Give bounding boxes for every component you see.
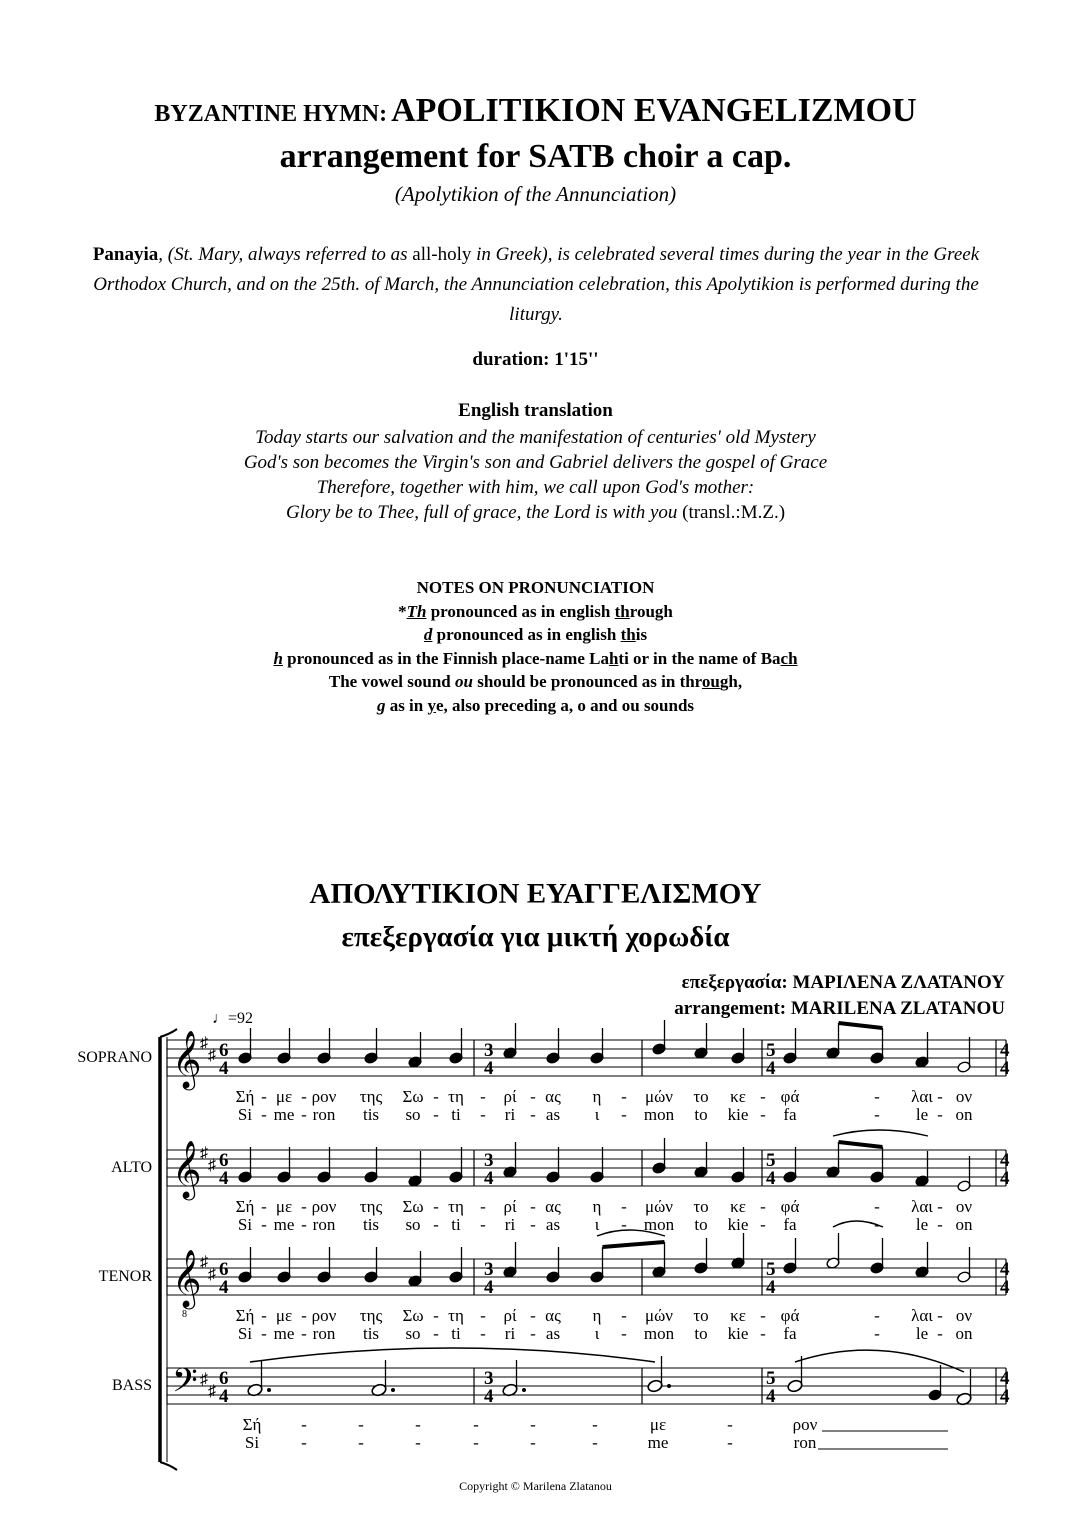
lyric-greek: - <box>261 1306 267 1325</box>
lyric-greek: τη <box>448 1087 464 1106</box>
lyric-latin: ri <box>504 1324 516 1343</box>
lyric-greek: το <box>693 1197 709 1216</box>
lyric-latin: so <box>405 1105 421 1124</box>
lyric-latin: kie <box>727 1324 749 1343</box>
slur <box>250 1348 655 1362</box>
lyric-greek: - <box>621 1197 627 1216</box>
lyric-greek: ρί <box>503 1087 517 1106</box>
lyric-greek: - <box>530 1087 536 1106</box>
lyric-latin: kie <box>727 1105 749 1124</box>
lyric-greek: ρον <box>792 1415 818 1434</box>
lyric-greek: ρον <box>311 1087 337 1106</box>
lyric-latin: - <box>874 1105 880 1124</box>
lyric-latin: Si <box>237 1105 253 1124</box>
pronunciation-line <box>0 647 1071 671</box>
time-sig-den: 4 <box>766 1168 776 1189</box>
pronunciation-notes <box>0 576 1071 717</box>
lyric-greek: ρί <box>503 1197 517 1216</box>
lyric-latin: - <box>530 1105 536 1124</box>
intro-text-a: , (St. Mary, always referred to as <box>158 244 413 265</box>
treble-clef-icon: 𝄞 <box>172 1140 202 1198</box>
sharp-icon: ♯ <box>208 1266 216 1283</box>
lyric-greek: με <box>275 1197 293 1216</box>
lyric-latin: ι <box>594 1105 600 1124</box>
lyric-greek: - <box>301 1306 307 1325</box>
lyric-greek: ας <box>545 1197 561 1216</box>
lyric-latin: le <box>915 1215 929 1234</box>
lyric-greek: Σή <box>235 1197 255 1216</box>
lyric-latin: - <box>760 1105 766 1124</box>
bass-clef-icon: 𝄢 <box>172 1362 198 1408</box>
lyric-latin: - <box>937 1324 943 1343</box>
lyric-greek: τη <box>448 1197 464 1216</box>
pron-text: pronounced as in english <box>426 601 615 621</box>
pron-text: pronounced as in the Finnish place-name La <box>282 648 609 668</box>
pron-text: rough <box>629 601 673 621</box>
lyric-latin: - <box>433 1215 439 1234</box>
lyric-greek: ον <box>955 1087 973 1106</box>
note-head <box>787 1379 804 1393</box>
lyric-latin: - <box>358 1433 364 1452</box>
lyric-greek: - <box>530 1415 536 1434</box>
lyric-latin: Si <box>237 1215 253 1234</box>
pron-key: g <box>376 695 386 715</box>
pron-underline: th <box>620 625 636 644</box>
intro-term: all-holy <box>412 244 472 265</box>
lyric-latin: - <box>473 1433 479 1452</box>
intro-name: Panayia <box>92 244 159 265</box>
pronunciation-line <box>0 670 1071 694</box>
lyric-latin: - <box>727 1433 733 1452</box>
lyric-latin: mon <box>643 1105 675 1124</box>
pron-underline: ch <box>780 648 798 668</box>
pronunciation-line <box>0 694 1071 718</box>
lyric-latin: - <box>301 1215 307 1234</box>
time-sig-num: 4 <box>1000 1040 1010 1061</box>
lyric-latin: Si <box>244 1433 260 1452</box>
lyric-latin: as <box>545 1324 561 1343</box>
pron-underline: y <box>427 695 436 715</box>
duration: duration: 1'15'' <box>472 349 599 370</box>
staff-bass <box>167 1368 1006 1404</box>
dot <box>667 1384 671 1388</box>
pron-text: ti or in the name of Ba <box>618 648 781 668</box>
lyric-greek: - <box>937 1087 943 1106</box>
lyric-greek: ον <box>955 1197 973 1216</box>
pron-key: Th <box>406 601 427 621</box>
lyric-latin: on <box>955 1215 973 1234</box>
lyric-latin: - <box>530 1433 536 1452</box>
beam <box>839 1142 883 1147</box>
arranger-greek: επεξεργασία: ΜΑΡΙΛΕΝΑ ΖΛΑΤΑΝΟΥ <box>681 972 1005 993</box>
lyric-greek: - <box>301 1415 307 1434</box>
lyric-greek: μών <box>645 1087 673 1106</box>
translation-line: God's son becomes the Virgin's son and Gabriel delivers the gospel of Grace <box>243 452 828 473</box>
translation-heading: English translation <box>458 400 613 421</box>
lyric-latin: Si <box>237 1324 253 1343</box>
lyric-greek: η <box>592 1197 602 1216</box>
lyric-greek: με <box>275 1087 293 1106</box>
lyric-latin: ti <box>451 1215 461 1234</box>
lyric-greek: φά <box>780 1087 800 1106</box>
time-sig-num: 5 <box>766 1259 776 1280</box>
sharp-icon: ♯ <box>200 1254 208 1271</box>
pron-key: h <box>273 648 283 668</box>
asterisk: * <box>398 601 407 621</box>
lyric-greek: ρί <box>503 1306 517 1325</box>
lyric-greek: με <box>275 1306 293 1325</box>
lyric-latin: fa <box>783 1105 797 1124</box>
lyric-latin: as <box>545 1215 561 1234</box>
lyric-greek: το <box>693 1087 709 1106</box>
time-sig-num: 5 <box>766 1040 776 1061</box>
lyric-latin: le <box>915 1324 929 1343</box>
lyric-greek: - <box>530 1306 536 1325</box>
time-sig-num: 5 <box>766 1368 776 1389</box>
time-sig-den: 4 <box>219 1386 229 1407</box>
time-sig-num: 6 <box>219 1368 229 1389</box>
lyric-latin: - <box>621 1105 627 1124</box>
pron-underline: ou <box>701 672 720 691</box>
pron-text: The vowel sound <box>328 672 455 691</box>
lyric-latin: tis <box>362 1215 380 1234</box>
lyric-greek: - <box>592 1415 598 1434</box>
octave-mark: 8 <box>182 1309 187 1320</box>
pron-underline: h <box>608 648 619 668</box>
time-sig-num: 4 <box>1000 1368 1010 1389</box>
lyric-greek: φά <box>780 1197 800 1216</box>
intro-paragraph <box>72 240 1000 330</box>
pronunciation-line <box>0 600 1071 624</box>
time-sig-num: 6 <box>219 1040 229 1061</box>
sharp-icon: ♯ <box>200 1035 208 1052</box>
time-sig-den: 4 <box>219 1058 229 1079</box>
time-sig-den: 4 <box>219 1277 229 1298</box>
lyric-latin: - <box>592 1433 598 1452</box>
lyric-latin: as <box>545 1105 561 1124</box>
pron-text: pronounced as in english <box>432 625 621 644</box>
lyrics <box>236 1087 973 1452</box>
time-sig-den: 4 <box>766 1386 776 1407</box>
beam <box>839 1023 883 1028</box>
slur <box>833 1130 928 1136</box>
pronunciation-heading: NOTES ON PRONUNCIATION <box>416 578 655 597</box>
lyric-greek: ον <box>955 1306 973 1325</box>
lyric-greek: - <box>261 1087 267 1106</box>
lyric-greek: - <box>530 1197 536 1216</box>
lyric-latin: so <box>405 1324 421 1343</box>
note-head <box>647 1379 664 1393</box>
lyric-greek: ας <box>545 1306 561 1325</box>
lyric-greek: - <box>433 1306 439 1325</box>
title-prefix: BYZANTINE HYMN: <box>154 101 388 127</box>
lyric-latin: ti <box>451 1105 461 1124</box>
lyric-greek: - <box>358 1415 364 1434</box>
time-sig-num: 5 <box>766 1150 776 1171</box>
lyric-greek: - <box>874 1087 880 1106</box>
time-sig-num: 4 <box>1000 1150 1010 1171</box>
translation-credit: (transl.:M.Z.) <box>677 502 786 523</box>
part-label-tenor: TENOR <box>98 1268 152 1285</box>
lyric-latin: mon <box>643 1215 675 1234</box>
lyric-greek: - <box>937 1197 943 1216</box>
lyric-greek: - <box>480 1306 486 1325</box>
sharp-icon: ♯ <box>200 1145 208 1162</box>
lyric-greek: το <box>693 1306 709 1325</box>
time-sig-den: 4 <box>484 1058 494 1079</box>
lyric-latin: - <box>530 1215 536 1234</box>
time-sig-num: 3 <box>484 1368 494 1389</box>
lyric-latin: fa <box>783 1324 797 1343</box>
lyric-latin: - <box>937 1105 943 1124</box>
main-title <box>0 92 1071 130</box>
treble-clef-icon: 𝄞 <box>172 1030 202 1088</box>
lyric-latin: - <box>760 1324 766 1343</box>
music-score <box>0 1020 1071 1480</box>
lyric-latin: ron <box>312 1324 336 1343</box>
lyric-greek: - <box>301 1197 307 1216</box>
pron-text: should be pronounced as in thr <box>472 672 702 691</box>
lyric-latin: ι <box>594 1324 600 1343</box>
lyric-greek: - <box>937 1306 943 1325</box>
lyric-greek: Σή <box>235 1087 255 1106</box>
lyric-latin: ti <box>451 1324 461 1343</box>
pron-text: is <box>635 625 648 644</box>
dot <box>522 1388 526 1392</box>
lyric-latin: - <box>621 1324 627 1343</box>
lyric-latin: on <box>955 1324 973 1343</box>
time-sig-den: 4 <box>219 1168 229 1189</box>
beam <box>603 1242 665 1247</box>
lyric-greek: λαι <box>911 1087 933 1106</box>
time-sig-den: 4 <box>1000 1058 1010 1079</box>
time-sig-num: 6 <box>219 1259 229 1280</box>
title-main: APOLITIKION EVANGELIZMOU <box>391 92 917 129</box>
score-title-greek: ΑΠΟΛΥΤΙΚΙΟΝ ΕΥΑΓΓΕΛΙΣΜΟΥ <box>309 878 762 910</box>
lyric-latin: on <box>955 1105 973 1124</box>
voice-soprano <box>238 1020 971 1073</box>
lyric-greek: - <box>874 1197 880 1216</box>
lyric-latin: me <box>273 1215 295 1234</box>
time-sig-den: 4 <box>484 1386 494 1407</box>
lyric-greek: της <box>359 1087 383 1106</box>
lyric-greek: μών <box>645 1197 673 1216</box>
lyric-greek: - <box>415 1415 421 1434</box>
lyric-latin: me <box>273 1324 295 1343</box>
time-sig-num: 4 <box>1000 1259 1010 1280</box>
pron-text: as in <box>385 695 428 715</box>
pron-text: e, also preceding a, o and ou sounds <box>435 695 695 715</box>
lyric-latin: le <box>915 1105 929 1124</box>
translation-line: Therefore, together with him, we call upon God's mother: <box>316 477 755 498</box>
lyric-greek: η <box>592 1087 602 1106</box>
time-sig-num: 3 <box>484 1150 494 1171</box>
dot <box>267 1388 271 1392</box>
lyric-latin: fa <box>783 1215 797 1234</box>
lyric-latin: - <box>301 1324 307 1343</box>
lyric-greek: - <box>760 1197 766 1216</box>
lyric-greek: - <box>261 1197 267 1216</box>
time-sig-den: 4 <box>484 1168 494 1189</box>
tempo-marking: ♩=92 <box>212 1010 254 1027</box>
translation-line: Today starts our salvation and the manifestation of centuries' old Mystery <box>255 427 816 448</box>
lyric-latin: - <box>760 1215 766 1234</box>
score-subtitle-greek: επεξεργασία για μικτή χορωδία <box>341 921 730 953</box>
lyric-latin: me <box>647 1433 669 1452</box>
lyric-latin: - <box>261 1215 267 1234</box>
copyright: Copyright © Marilena Zlatanou <box>459 1479 612 1493</box>
part-label-alto: ALTO <box>111 1159 152 1176</box>
lyric-greek: ρον <box>311 1197 337 1216</box>
slur <box>795 1350 964 1372</box>
intro-text-b: in Greek), is celebrated several times during the year in the Greek Orthodox Church, and on the 25th. of March, the Annunciation celebration, this Apolytikion is performed during the liturgy. <box>93 244 980 325</box>
lyric-latin: ι <box>594 1215 600 1234</box>
lyric-greek: κε <box>730 1306 746 1325</box>
lyric-latin: ron <box>312 1215 336 1234</box>
subtitle: arrangement for SATB choir a cap. <box>279 138 792 175</box>
lyric-latin: ri <box>504 1215 516 1234</box>
lyric-greek: τη <box>448 1306 464 1325</box>
lyric-greek: ρον <box>311 1306 337 1325</box>
lyric-greek: - <box>874 1306 880 1325</box>
time-sig-den: 4 <box>1000 1277 1010 1298</box>
lyric-greek: - <box>473 1415 479 1434</box>
lyric-greek: λαι <box>911 1197 933 1216</box>
lyric-latin: kie <box>727 1215 749 1234</box>
lyric-latin: ron <box>793 1433 817 1452</box>
lyric-latin: - <box>621 1215 627 1234</box>
voice-alto <box>238 1130 971 1192</box>
treble-clef-icon: 𝄞 <box>172 1249 202 1307</box>
lyric-greek: Σή <box>235 1306 255 1325</box>
subtitle-english: (Apolytikion of the Annunciation) <box>394 182 677 206</box>
lyric-latin: - <box>301 1433 307 1452</box>
pron-key: d <box>423 625 433 644</box>
lyric-latin: - <box>480 1215 486 1234</box>
translation-text <box>0 425 1071 525</box>
lyric-greek: - <box>621 1306 627 1325</box>
lyric-latin: tis <box>362 1105 380 1124</box>
lyric-latin: - <box>415 1433 421 1452</box>
lyric-latin: ron <box>312 1105 336 1124</box>
pron-text: gh, <box>719 672 743 691</box>
sharp-icon: ♯ <box>208 1383 216 1400</box>
lyric-greek: κε <box>730 1087 746 1106</box>
lyric-greek: Σω <box>402 1306 424 1325</box>
pron-key: ou <box>455 672 473 691</box>
translation-line <box>0 500 1071 525</box>
time-sig-num: 3 <box>484 1259 494 1280</box>
lyric-latin: - <box>261 1324 267 1343</box>
lyric-latin: tis <box>362 1324 380 1343</box>
lyric-latin: - <box>937 1215 943 1234</box>
key-signatures <box>200 1035 216 1400</box>
lyric-greek: η <box>592 1306 602 1325</box>
lyric-latin: - <box>874 1215 880 1234</box>
lyric-greek: μών <box>645 1306 673 1325</box>
sharp-icon: ♯ <box>208 1047 216 1064</box>
lyric-greek: φά <box>780 1306 800 1325</box>
time-sig-den: 4 <box>1000 1168 1010 1189</box>
lyric-latin: - <box>480 1324 486 1343</box>
lyric-greek: της <box>359 1306 383 1325</box>
lyric-latin: - <box>433 1105 439 1124</box>
lyric-latin: so <box>405 1215 421 1234</box>
notes <box>235 1020 972 1406</box>
translation-line-4: Glory be to Thee, full of grace, the Lord is with you <box>285 502 678 523</box>
lyric-greek: - <box>480 1087 486 1106</box>
time-sig-num: 3 <box>484 1040 494 1061</box>
lyric-greek: - <box>433 1197 439 1216</box>
lyric-greek: της <box>359 1197 383 1216</box>
sharp-icon: ♯ <box>200 1371 208 1388</box>
lyric-greek: Σή <box>242 1415 262 1434</box>
lyric-latin: to <box>694 1105 708 1124</box>
lyric-latin: mon <box>643 1324 675 1343</box>
time-sig-den: 4 <box>1000 1386 1010 1407</box>
pronunciation-line <box>0 623 1071 647</box>
lyric-greek: - <box>433 1087 439 1106</box>
lyric-latin: - <box>530 1324 536 1343</box>
time-sig-den: 4 <box>766 1277 776 1298</box>
time-sig-den: 4 <box>766 1058 776 1079</box>
lyric-latin: - <box>261 1105 267 1124</box>
lyric-greek: κε <box>730 1197 746 1216</box>
lyric-latin: - <box>480 1105 486 1124</box>
arranger-english: arrangement: MARILENA ZLATANOU <box>674 998 1005 1019</box>
lyric-greek: - <box>760 1087 766 1106</box>
lyric-latin: - <box>433 1324 439 1343</box>
lyric-latin: - <box>301 1105 307 1124</box>
lyric-greek: ας <box>545 1087 561 1106</box>
pron-underline: th <box>614 601 630 621</box>
lyric-latin: - <box>874 1324 880 1343</box>
lyric-latin: me <box>273 1105 295 1124</box>
dot <box>391 1388 395 1392</box>
time-sig-den: 4 <box>484 1277 494 1298</box>
part-label-bass: BASS <box>111 1377 152 1394</box>
lyric-greek: - <box>760 1306 766 1325</box>
part-label-soprano: SOPRANO <box>77 1049 152 1066</box>
lyric-greek: - <box>621 1087 627 1106</box>
lyric-greek: λαι <box>911 1306 933 1325</box>
time-sig-num: 6 <box>219 1150 229 1171</box>
lyric-greek: - <box>480 1197 486 1216</box>
clefs <box>172 1030 202 1408</box>
lyric-greek: Σω <box>402 1087 424 1106</box>
lyric-latin: to <box>694 1215 708 1234</box>
lyric-greek: με <box>649 1415 667 1434</box>
lyric-greek: - <box>301 1087 307 1106</box>
lyric-latin: ri <box>504 1105 516 1124</box>
lyric-latin: to <box>694 1324 708 1343</box>
lyric-greek: Σω <box>402 1197 424 1216</box>
sharp-icon: ♯ <box>208 1157 216 1174</box>
lyric-greek: - <box>727 1415 733 1434</box>
